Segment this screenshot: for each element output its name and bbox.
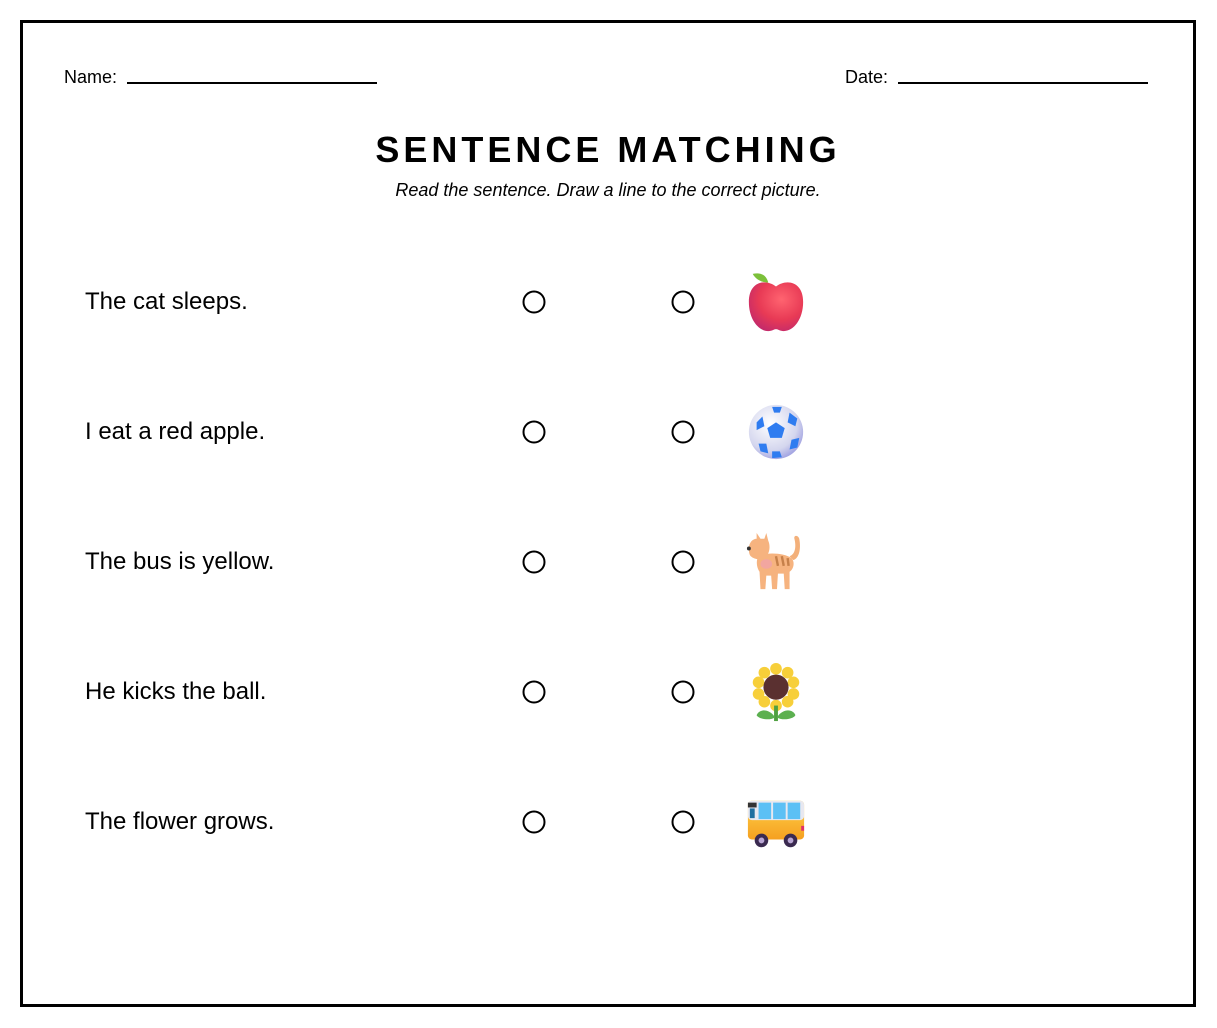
worksheet-title: SENTENCE MATCHING	[375, 129, 841, 170]
picture-dot[interactable]	[672, 421, 695, 444]
instructions: Read the sentence. Draw a line to the correct picture.	[395, 180, 821, 200]
worksheet	[20, 20, 1196, 1007]
sentence-dot[interactable]	[523, 681, 546, 704]
sentence-dot[interactable]	[523, 551, 546, 574]
name-label: Name:	[64, 67, 118, 87]
picture-dot[interactable]	[672, 811, 695, 834]
sentence: I eat a red apple.	[85, 418, 266, 445]
sentence-dot[interactable]	[523, 811, 546, 834]
date-blank-line[interactable]	[898, 82, 1148, 84]
bus-icon	[745, 791, 807, 853]
soccer-ball-icon	[745, 401, 807, 463]
date-label: Date:	[845, 67, 889, 87]
match-row	[23, 402, 1193, 462]
picture-dot[interactable]	[672, 551, 695, 574]
name-blank-line[interactable]	[127, 82, 377, 84]
match-row	[23, 272, 1193, 332]
name-field	[64, 67, 377, 88]
match-row	[23, 662, 1193, 722]
sentence: The cat sleeps.	[85, 288, 248, 315]
cat-icon	[745, 531, 807, 593]
sentence: He kicks the ball.	[85, 678, 267, 705]
picture-dot[interactable]	[672, 681, 695, 704]
sentence-dot[interactable]	[523, 291, 546, 314]
picture-dot[interactable]	[672, 291, 695, 314]
sentence-dot[interactable]	[523, 421, 546, 444]
match-row	[23, 792, 1193, 852]
sentence: The bus is yellow.	[85, 548, 275, 575]
date-field	[845, 67, 1148, 88]
sentence: The flower grows.	[85, 808, 275, 835]
sunflower-icon	[745, 661, 807, 723]
match-row	[23, 532, 1193, 592]
apple-icon	[745, 271, 807, 333]
